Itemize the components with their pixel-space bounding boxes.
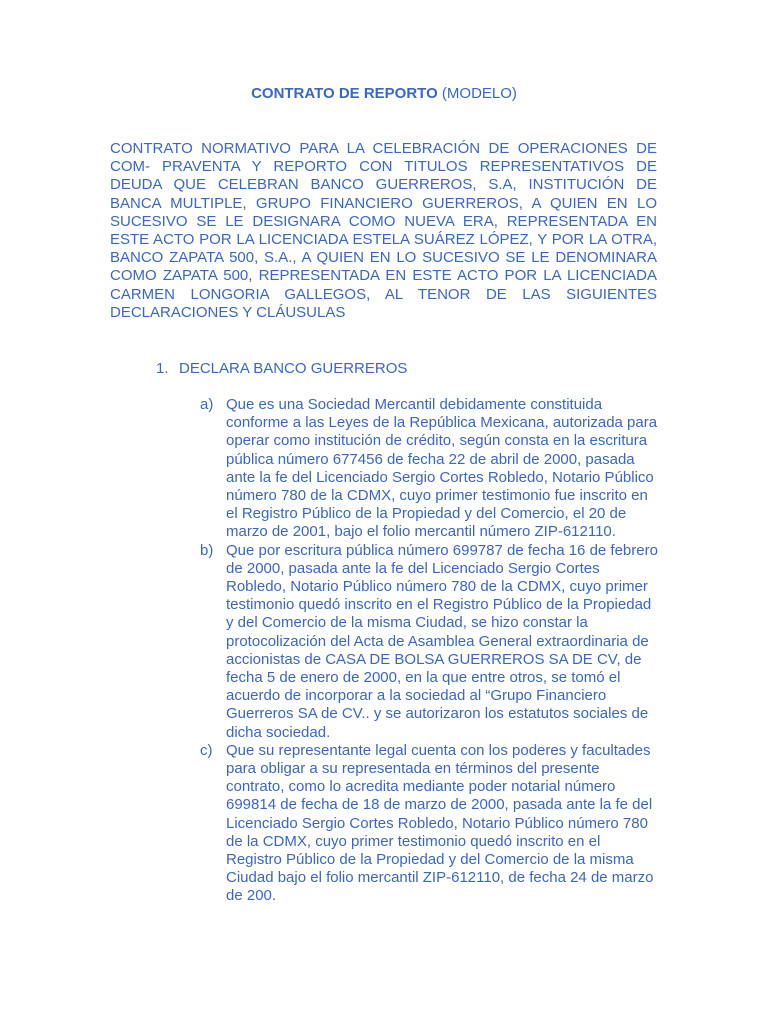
contract-preamble: CONTRATO NORMATIVO PARA LA CELEBRACIÓN DE OPERACIONES DE COM- PRAVENTA Y REPORTO CON TITULOS REPRESENTATIVOS DE DEUDA QUE CELEBRAN BANCO GUERREROS, S.A, INSTITUCIÓN DE BANCA MULTIPLE, GRUPO FINANCIERO GUERREROS, A QUIEN EN LO SUCESIVO SE LE DESIGNARA COMO NUEVA ERA, REPRESENTADA EN ESTE ACTO POR LA LICENCIADA ESTELA SUÁREZ LÓPEZ, Y POR LA OTRA, BANCO ZAPATA 500, S.A., A QUIEN EN LO SUCESIVO SE LE DENOMINARA COMO ZAPATA 500, REPRESENTADA EN ESTE ACTO POR LA LICENCIADA CARMEN LONGORIA GALLEGOS, AL TENOR DE LAS SIGUIENTES DECLARACIONES Y CLÁUSULAS [110, 140, 657, 321]
document-title [0, 84, 768, 104]
clause-item [200, 742, 660, 906]
clause-item [200, 542, 660, 742]
clause-marker: b) [200, 541, 214, 559]
clause-item [200, 396, 660, 542]
clause-list [200, 396, 660, 906]
clause-marker: a) [200, 396, 214, 413]
section-number: 1. [156, 360, 169, 377]
clause-text: Que por escritura pública número 699787 de fecha 16 de febrero de 2000, pasada ante la fe del Licenciado Sergio Cortes Robledo, Notario Público número 780 de la CDMX, cuyo primer testimonio quedó inscrito en el Registro Público de la Propiedad y del Comercio de la misma Ciudad, se hizo constar la protocolización del Acta de Asamblea General extraordinaria de accionistas de CASA DE BOLSA GUERREROS SA DE CV, de fecha 5 de enero de 2000, en la que entre otros, se tomó el acuerdo de incorporar a la sociedad al “Grupo Financiero Guerreros SA de CV.. y se autorizaron los estatutos sociales de dicha sociedad. [226, 541, 658, 741]
section-heading [156, 359, 407, 379]
document-title-suffix: (MODELO) [437, 85, 517, 102]
section-title: DECLARA BANCO GUERREROS [179, 360, 408, 377]
clause-marker: c) [200, 741, 213, 759]
document-title-main: CONTRATO DE REPORTO [251, 85, 438, 102]
clause-text: Que su representante legal cuenta con los poderes y facultades para obligar a su representada en términos del presente contrato, como lo acredita mediante poder notarial número 699814 de fecha de 18 de marzo de 2000, pasada ante la fe del Licenciado Sergio Cortes Robledo, Notario Público número 780 de la CDMX, cuyo primer testimonio quedó inscrito en el Registro Público de la Propiedad y del Comercio de la misma Ciudad bajo el folio mercantil ZIP-612110, de fecha 24 de marzo de 200. [226, 741, 654, 905]
clause-text: Que es una Sociedad Mercantil debidamente constituida conforme a las Leyes de la República Mexicana, autorizada para operar como institución de crédito, según consta en la escritura pública número 677456 de fecha 22 de abril de 2000, pasada ante la fe del Licenciado Sergio Cortes Robledo, Notario Público número 780 de la CDMX, cuyo primer testimonio fue inscrito en el Registro Público de la Propiedad y del Comercio, el 20 de marzo de 2001, bajo el folio mercantil número ZIP-612110. [226, 396, 658, 541]
